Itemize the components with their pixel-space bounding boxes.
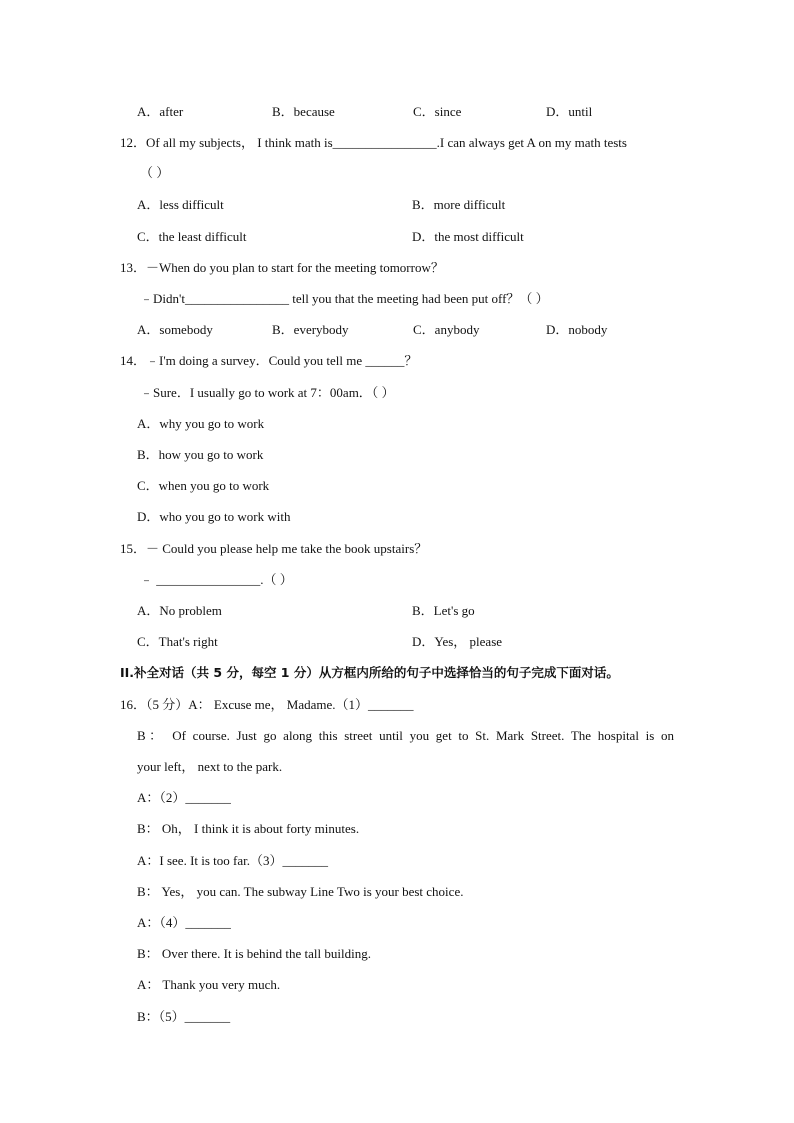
q11-option-d: D．until xyxy=(546,104,593,119)
q12-option-d: D．the most difficult xyxy=(412,229,524,244)
q14-option-b: B．how you go to work xyxy=(137,447,264,462)
q13-option-d: D．nobody xyxy=(546,322,608,337)
q14-reply: ﹣Sure．I usually go to work at 7：00am．（ ） xyxy=(140,385,395,400)
q11-option-c: C．since xyxy=(413,104,462,119)
q13-option-c: C．anybody xyxy=(413,322,480,337)
q14-stem: 14．﹣I'm doing a survey．Could you tell me ______？ xyxy=(120,353,418,368)
q12-option-a: A．less difficult xyxy=(137,197,224,212)
q16-line-9: A： Thank you very much. xyxy=(137,977,281,992)
q11-option-a: A．after xyxy=(137,104,184,119)
q16-line-2a: B： Of course. Just go along this street until you get to St. Mark Street. The hospital is on xyxy=(137,728,674,743)
q16-line-5: A：I see. It is too far.（3）_______ xyxy=(137,853,329,868)
q16-line-2b: your left， next to the park. xyxy=(137,759,283,774)
q16-line-1: 16．（5 分）A： Excuse me， Madame.（1）_______ xyxy=(120,697,414,712)
q12-option-b: B．more difficult xyxy=(412,197,506,212)
q13-option-b: B．everybody xyxy=(272,322,349,337)
q14-option-a: A．why you go to work xyxy=(137,416,265,431)
q16-line-7: A：（4）_______ xyxy=(137,915,231,930)
q13-option-a: A．somebody xyxy=(137,322,213,337)
q16-line-4: B： Oh， I think it is about forty minutes. xyxy=(137,821,360,836)
q15-reply: ﹣ ________________.（ ） xyxy=(140,572,293,587)
q15-option-c: C．That's right xyxy=(137,634,218,649)
q16-line-3: A：（2）_______ xyxy=(137,790,231,805)
q15-option-d: D．Yes， please xyxy=(412,634,503,649)
q12-option-c: C．the least difficult xyxy=(137,229,247,244)
q11-option-b: B．because xyxy=(272,104,335,119)
q14-option-d: D．who you go to work with xyxy=(137,509,291,524)
q15-stem: 15．－ Could you please help me take the book upstairs？ xyxy=(120,541,428,556)
q14-option-c: C．when you go to work xyxy=(137,478,270,493)
q13-stem: 13．－When do you plan to start for the meeting tomorrow？ xyxy=(120,260,444,275)
q15-option-b: B．Let's go xyxy=(412,603,475,618)
q16-line-8: B： Over there. It is behind the tall building. xyxy=(137,946,371,961)
q16-line-10: B：（5）_______ xyxy=(137,1009,231,1024)
q12-answer-paren: （ ） xyxy=(140,165,170,180)
q15-option-a: A．No problem xyxy=(137,603,222,618)
section-2-heading: II.补全对话（共 5 分，每空 1 分）从方框内所给的句子中选择恰当的句子完成下面对话。 xyxy=(120,665,619,680)
q13-reply: ﹣Didn't________________ tell you that the meeting had been put off？（ ） xyxy=(140,291,549,306)
q16-line-6: B： Yes， you can. The subway Line Two is your best choice. xyxy=(137,884,464,899)
q12-stem: 12．Of all my subjects， I think math is________________.I can always get A on my math tests xyxy=(120,135,627,150)
